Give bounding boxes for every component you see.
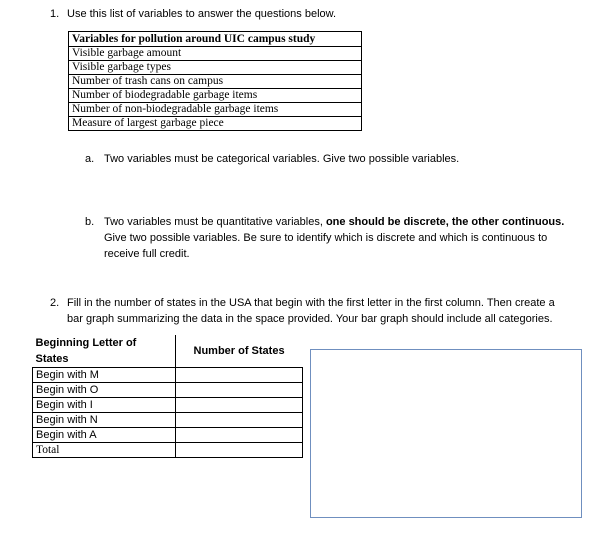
question-1b-bold-text: one should be discrete, the other continuous. (325, 216, 565, 228)
states-row-count-cell[interactable] (175, 383, 303, 398)
question-1a (85, 151, 459, 167)
variables-row-1: Visible garbage amount (69, 47, 362, 61)
states-col-letter-header: Beginning Letter of States (33, 335, 176, 368)
question-1b-line-3: receive full credit. (104, 248, 190, 260)
question-1 (50, 6, 336, 22)
states-total-label: Total (33, 443, 176, 458)
question-1-number: 1. (50, 8, 60, 20)
question-2-text-line-2: bar graph summarizing the data in the space provided. Your bar graph should include all categories. (67, 313, 553, 325)
states-row-label: Begin with N (33, 413, 176, 428)
question-1a-letter: a. (85, 153, 95, 165)
states-row-label: Begin with I (33, 398, 176, 413)
question-1b-letter: b. (85, 216, 95, 228)
question-1b-line-2: Give two possible variables. Be sure to identify which is discrete and which is continuous to (104, 232, 548, 244)
variables-table-header: Variables for pollution around UIC campus study (69, 32, 362, 47)
states-table (32, 335, 303, 458)
variables-row-6: Measure of largest garbage piece (69, 117, 362, 131)
question-2-number: 2. (50, 297, 60, 309)
states-row-count-cell[interactable] (175, 398, 303, 413)
variables-row-4: Number of biodegradable garbage items (69, 89, 362, 103)
states-col-count-header: Number of States (175, 335, 303, 368)
bar-graph-area[interactable] (310, 349, 582, 518)
variables-row-5: Number of non-biodegradable garbage items (69, 103, 362, 117)
states-row-label: Begin with A (33, 428, 176, 443)
variables-table (68, 31, 362, 131)
question-1-text: Use this list of variables to answer the questions below. (67, 8, 337, 20)
question-2 (50, 295, 555, 327)
question-2-text-line-1: Fill in the number of states in the USA that begin with the first letter in the first column. Then create a (67, 297, 555, 309)
states-total-cell[interactable] (175, 443, 303, 458)
question-1b-text: Two variables must be quantitative variables, (104, 216, 326, 228)
states-row-label: Begin with O (33, 383, 176, 398)
states-row-count-cell[interactable] (175, 428, 303, 443)
variables-row-3: Number of trash cans on campus (69, 75, 362, 89)
variables-row-2: Visible garbage types (69, 61, 362, 75)
question-1b (85, 214, 564, 262)
states-row-count-cell[interactable] (175, 368, 303, 383)
states-row-count-cell[interactable] (175, 413, 303, 428)
question-1a-text: Two variables must be categorical variables. Give two possible variables. (104, 153, 460, 165)
states-row-label: Begin with M (33, 368, 176, 383)
